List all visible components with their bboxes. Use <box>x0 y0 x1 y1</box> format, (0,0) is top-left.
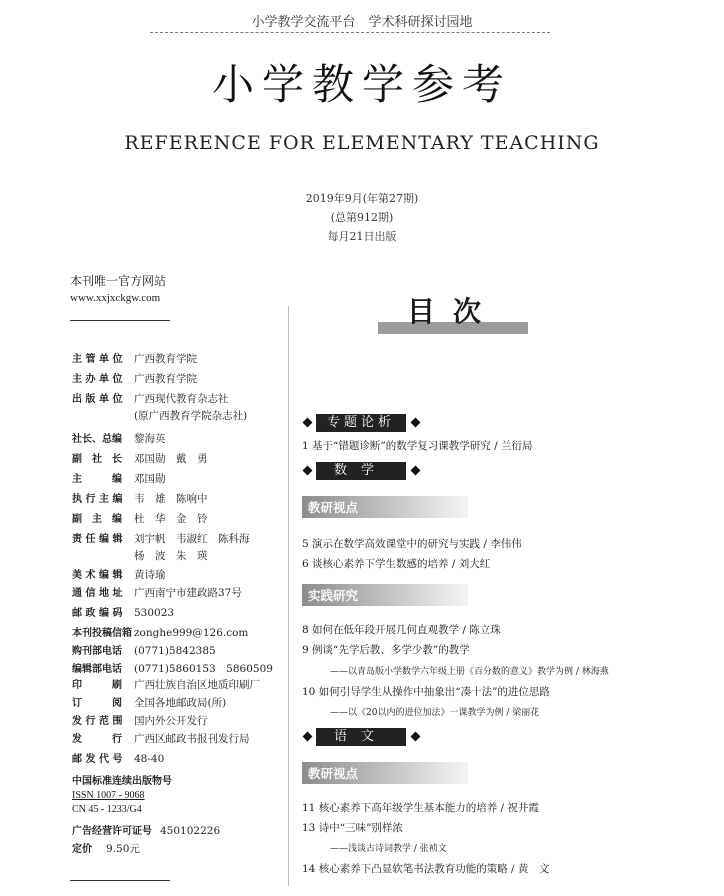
toc-entry-1[interactable]: 1 基于“错题诊断”的数学复习课教学研究 / 兰衍局 <box>302 440 533 452</box>
info-value: zonghe999@126.com <box>134 627 249 639</box>
info-row <box>72 624 248 639</box>
subsection-research-1: 教研视点 <box>302 496 468 518</box>
info-label: 执 行 主 编 <box>72 494 123 505</box>
info-value: (0771)5860153 5860509 <box>134 663 273 675</box>
website-url[interactable]: www.xxjxckgw.com <box>70 292 161 304</box>
info-row <box>72 450 208 466</box>
info-row <box>72 390 229 406</box>
info-value: 邓国勋 戴 勇 <box>134 453 208 465</box>
info-label: 编辑部电话 <box>72 664 122 675</box>
info-label: 通 信 地 址 <box>72 588 123 599</box>
section-chinese-label: 语文 <box>316 728 406 746</box>
info-label: 本刊投稿信箱 <box>72 628 132 639</box>
info-row <box>72 676 260 692</box>
diamond-icon <box>303 466 313 476</box>
info-value: 黎海英 <box>134 433 166 445</box>
info-row <box>72 510 208 526</box>
info-label: 副 主 编 <box>72 514 122 525</box>
info-value: 刘宇帆 韦淑红 陈科海 <box>134 533 250 545</box>
diamond-icon <box>303 732 313 742</box>
info-value: 全国各地邮政局(所) <box>134 697 227 709</box>
ad-license-label: 广告经营许可证号 <box>72 826 152 837</box>
toc-entry-6[interactable]: 6 谈核心素养下学生数感的培养 / 刘大红 <box>302 558 491 570</box>
info-row <box>72 694 226 710</box>
info-label: 邮 政 编 码 <box>72 608 123 619</box>
info-value: 黄诗瑜 <box>134 569 166 581</box>
info-label: 订 阅 <box>72 698 122 709</box>
toc-entry-9[interactable]: 9 例谈“先学后教、多学少教”的教学 <box>302 644 470 656</box>
section-math-label: 数学 <box>316 462 406 480</box>
dotted-divider <box>150 32 550 33</box>
info-label: 责 任 编 辑 <box>72 534 123 545</box>
info-label: 主 管 单 位 <box>72 354 123 365</box>
info-label: 副 社 长 <box>72 454 122 465</box>
toc-entry-13[interactable]: 13 诗中“三味”别样浓 <box>302 822 403 834</box>
info-row <box>72 530 250 546</box>
subsection-practice: 实践研究 <box>302 584 468 606</box>
masthead-slogan: 小学教学交流平台 学术科研探讨园地 <box>251 15 473 30</box>
info-value: 杜 华 金 铃 <box>134 513 208 525</box>
info-value: 杨 波 朱 瑛 <box>134 550 208 562</box>
info-row <box>72 548 208 563</box>
section-special <box>302 414 432 436</box>
info-value: 530023 <box>134 607 175 619</box>
info-row <box>72 350 197 366</box>
info-value: 广西教育学院 <box>134 373 197 385</box>
info-label: 美 术 编 辑 <box>72 570 123 581</box>
issue-date: 2019年9月(年第27期) <box>305 192 419 205</box>
info-row <box>72 370 197 386</box>
info-row <box>72 712 208 728</box>
diamond-icon <box>411 418 421 428</box>
info-row <box>72 430 166 446</box>
issue-schedule: 每月21日出版 <box>327 230 397 243</box>
info-row <box>72 470 166 486</box>
info-value: 邓国勋 <box>134 473 166 485</box>
info-value: 广西区邮政书报刊发行局 <box>134 733 250 745</box>
info-label: 邮 发 代 号 <box>72 754 123 765</box>
info-value: (0771)5842385 <box>134 645 216 657</box>
info-value: 48-40 <box>134 753 165 765</box>
toc-entry-8[interactable]: 8 如何在低年段开展几何直观教学 / 陈立珠 <box>302 624 501 636</box>
toc-entry-5[interactable]: 5 演示在数学高效课堂中的研究与实践 / 李伟伟 <box>302 538 522 550</box>
info-row <box>72 750 164 765</box>
website-divider <box>70 320 170 321</box>
toc-entry-11[interactable]: 11 核心素养下高年级学生基本能力的培养 / 祝井霞 <box>302 802 539 814</box>
info-label: 印 刷 <box>72 680 122 691</box>
diamond-icon <box>411 732 421 742</box>
info-value: 广西现代教育杂志社 <box>134 393 229 405</box>
info-label: 发 行 范 围 <box>72 716 123 727</box>
info-row <box>72 604 174 619</box>
issue-total: (总第912期) <box>330 211 394 224</box>
info-value: 广西教育学院 <box>134 353 197 365</box>
toc-heading-text: 目次 <box>406 295 499 328</box>
toc-entry-9-subtitle: ——以青岛版小学数学六年级上册《百分数的意义》教学为例 / 林海燕 <box>330 667 609 677</box>
diamond-icon <box>411 466 421 476</box>
issn-label: 中国标准连续出版物号 <box>72 776 172 787</box>
section-chinese <box>302 728 432 750</box>
info-label: 主 编 <box>72 474 122 485</box>
toc-entry-14[interactable]: 14 核心素养下凸显软笔书法教育功能的策略 / 黄 文 <box>302 863 550 875</box>
info-row <box>72 566 166 582</box>
info-value: 广西壮族自治区地质印刷厂 <box>134 679 260 691</box>
price-label: 定价 <box>72 844 92 855</box>
subsection-research-2: 教研视点 <box>302 762 468 784</box>
info-value: (原广西教育学院杂志社) <box>134 410 248 422</box>
cn-number: CN 45 - 1233/G4 <box>72 804 142 815</box>
info-label: 发 行 <box>72 734 122 745</box>
info-label: 社长、总编 <box>72 434 122 445</box>
info-label: 主 办 单 位 <box>72 374 123 385</box>
section-math <box>302 462 432 484</box>
price-row <box>72 840 140 856</box>
info-row <box>72 660 273 676</box>
info-row <box>72 408 247 423</box>
column-divider <box>288 306 289 886</box>
info-row <box>72 490 208 506</box>
toc-heading <box>378 290 528 334</box>
footer-divider <box>70 880 170 881</box>
journal-title-en: REFERENCE FOR ELEMENTARY TEACHING <box>124 132 600 154</box>
issn-number: ISSN 1007 - 9068 <box>72 790 145 801</box>
journal-title-cn: 小学教学参考 <box>211 60 512 109</box>
ad-license-value: 450102226 <box>160 825 221 837</box>
price-value: 9.50元 <box>106 843 140 855</box>
info-value: 国内外公开发行 <box>134 715 208 727</box>
website-label: 本刊唯一官方网站 <box>70 274 167 288</box>
info-value: 广西南宁市建政路37号 <box>134 587 242 599</box>
info-label: 购刊部电话 <box>72 646 122 657</box>
info-row <box>72 584 242 600</box>
diamond-icon <box>303 418 313 428</box>
toc-entry-10-subtitle: ——以《20以内的进位加法》一课教学为例 / 梁丽花 <box>330 708 540 718</box>
info-label: 出 版 单 位 <box>72 394 123 405</box>
toc-entry-10[interactable]: 10 如何引导学生从操作中抽象出“凑十法”的进位思路 <box>302 686 550 698</box>
section-special-label: 专题论析 <box>316 414 406 432</box>
toc-entry-13-subtitle: ——浅谈古诗词教学 / 张祯文 <box>330 844 447 854</box>
info-row <box>72 642 216 657</box>
info-row <box>72 730 250 746</box>
ad-license-row <box>72 822 220 837</box>
info-value: 韦 雄 陈响中 <box>134 493 208 505</box>
